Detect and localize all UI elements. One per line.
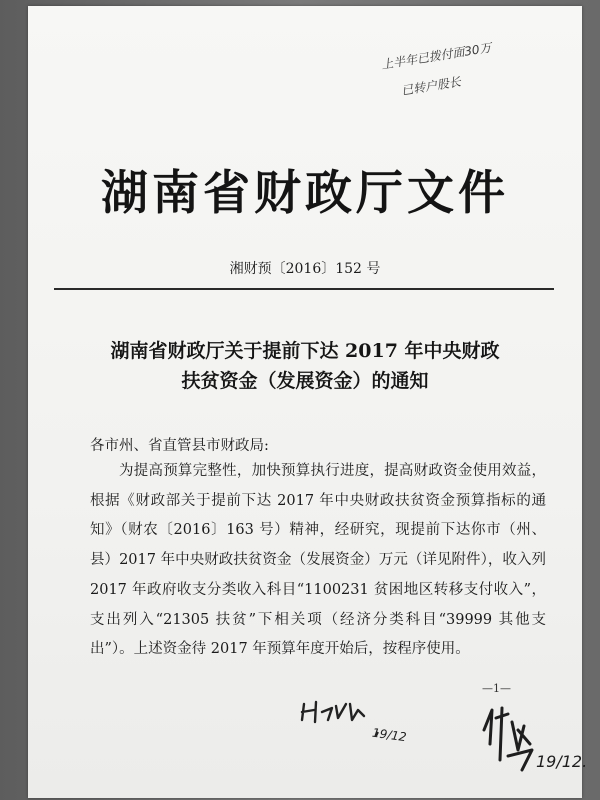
handwritten-note-line-2: 已转户股长 <box>400 74 462 98</box>
signature-left-date: 19/12 <box>371 725 408 745</box>
header-divider <box>54 288 554 290</box>
notice-title <box>28 336 582 396</box>
handwritten-signature-left <box>294 698 414 773</box>
page-number: —1— <box>482 682 511 695</box>
notice-title-line-1: 湖南省财政厅关于提前下达 2017 年中央财政 <box>110 340 500 362</box>
document-header-title: 湖南省财政厅文件 <box>101 166 509 221</box>
body-paragraph: 为提高预算完整性，加快预算执行进度，提高财政资金使用效益，根据《财政部关于提前下达 2017 年中央财政扶贫资金预算指标的通知》（财农〔2016〕163 号）精神，经研究，现提前下达你市（州、县）2017 年中央财政扶贫资金（发展资金）万元（详见附件），收入列 2017 年政府收支分类收入科目“1100231 贫困地区转移支付收入”，支出列入“21305 扶贫”下相关项（经济分类科目“39999 其他支出”）。上述资金待 2017 年预算年度开始后，按程序使用。 <box>90 463 546 658</box>
notice-title-line-2: 扶贫资金（发展资金）的通知 <box>181 370 429 392</box>
handwritten-signature-right <box>478 700 588 785</box>
salutation: 各市州、省直管县市财政局: <box>90 438 269 454</box>
document-number: 湘财预〔2016〕152 号 <box>229 261 381 277</box>
handwritten-note-line-1: 上半年已拨付面30万 <box>380 40 493 72</box>
document-page <box>28 6 588 798</box>
signature-right-date: 19/12. <box>536 752 588 771</box>
